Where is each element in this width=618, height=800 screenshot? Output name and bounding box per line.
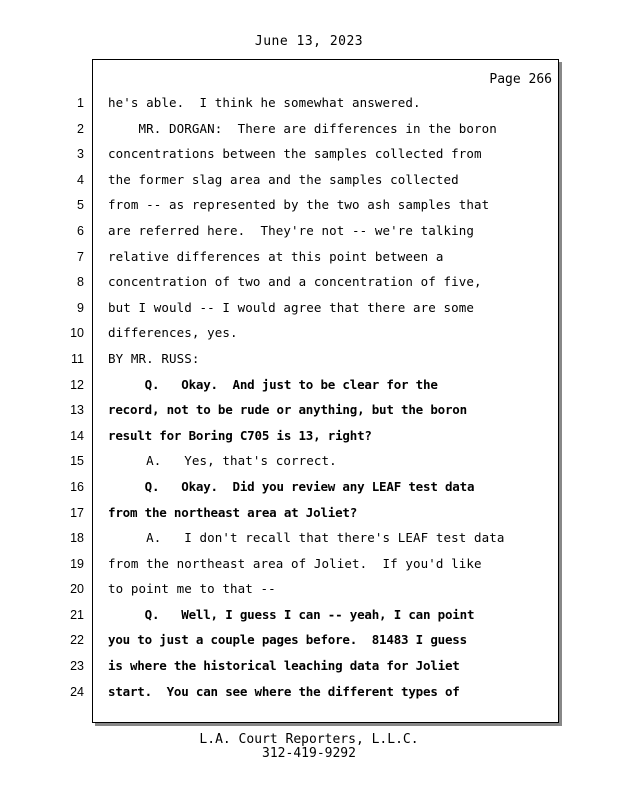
line-number: 2 [77, 121, 84, 136]
line-number: 7 [77, 249, 84, 264]
line-number: 10 [70, 326, 84, 341]
line-number: 18 [70, 531, 84, 546]
transcript-line: relative differences at this point between a [108, 248, 444, 264]
transcript-line: the former slag area and the samples collected [108, 171, 459, 187]
footer-phone: 312-419-9292 [262, 746, 356, 761]
transcript-line: from -- as represented by the two ash samples that [108, 197, 490, 213]
transcript-line: A. Yes, that's correct. [108, 453, 337, 469]
transcript-line: BY MR. RUSS: [108, 350, 200, 366]
line-number: 6 [77, 223, 84, 238]
transcript-line: you to just a couple pages before. 81483 I guess [108, 632, 467, 648]
transcript-line: Q. Okay. And just to be clear for the [108, 376, 438, 392]
line-number: 21 [70, 607, 84, 622]
transcript-text [108, 92, 548, 706]
transcript-line: differences, yes. [108, 325, 238, 341]
line-number: 13 [70, 403, 84, 418]
line-number: 17 [70, 505, 84, 520]
transcript-line: concentration of two and a concentration of five, [108, 274, 482, 290]
line-number: 1 [77, 96, 84, 110]
transcript-line: start. You can see where the different types of [108, 683, 460, 699]
header-date: June 13, 2023 [254, 34, 364, 49]
line-number: 19 [70, 556, 84, 571]
transcript-line: A. I don't recall that there's LEAF test data [108, 530, 505, 546]
line-number: 24 [70, 684, 84, 699]
transcript-line: from the northeast area of Joliet. If you'd like [108, 555, 482, 571]
transcript-line: record, not to be rude or anything, but the boron [108, 402, 467, 418]
page-number: Page 266 [489, 72, 552, 87]
transcript-line: MR. DORGAN: There are differences in the boron [108, 120, 497, 136]
transcript-line: concentrations between the samples collected from [108, 146, 482, 162]
footer-company: L.A. Court Reporters, L.L.C. [199, 732, 419, 747]
line-number: 15 [70, 454, 84, 469]
line-number: 12 [70, 377, 84, 392]
line-number: 20 [70, 582, 84, 597]
line-number-column [60, 92, 84, 706]
line-number: 23 [70, 659, 84, 674]
line-number: 8 [77, 275, 84, 290]
line-number: 22 [70, 633, 84, 648]
transcript-line: result for Boring C705 is 13, right? [108, 427, 372, 443]
transcript-line: but I would -- I would agree that there are some [108, 299, 475, 315]
line-number: 4 [77, 172, 84, 187]
transcript-line: are referred here. They're not -- we're talking [108, 222, 475, 238]
line-number: 9 [77, 300, 84, 315]
line-number: 3 [77, 147, 84, 162]
line-number: 16 [70, 479, 84, 494]
transcript-line: he's able. I think he somewhat answered. [108, 95, 421, 110]
transcript-line: Q. Okay. Did you review any LEAF test data [108, 478, 475, 494]
transcript-line: Q. Well, I guess I can -- yeah, I can point [108, 606, 475, 622]
line-number: 14 [70, 428, 84, 443]
footer [0, 733, 618, 761]
transcript-line: from the northeast area at Joliet? [108, 504, 358, 520]
line-number: 11 [71, 351, 84, 366]
transcript-line: is where the historical leaching data for Joliet [108, 658, 460, 674]
line-number: 5 [77, 198, 84, 213]
transcript-line: to point me to that -- [108, 581, 276, 597]
